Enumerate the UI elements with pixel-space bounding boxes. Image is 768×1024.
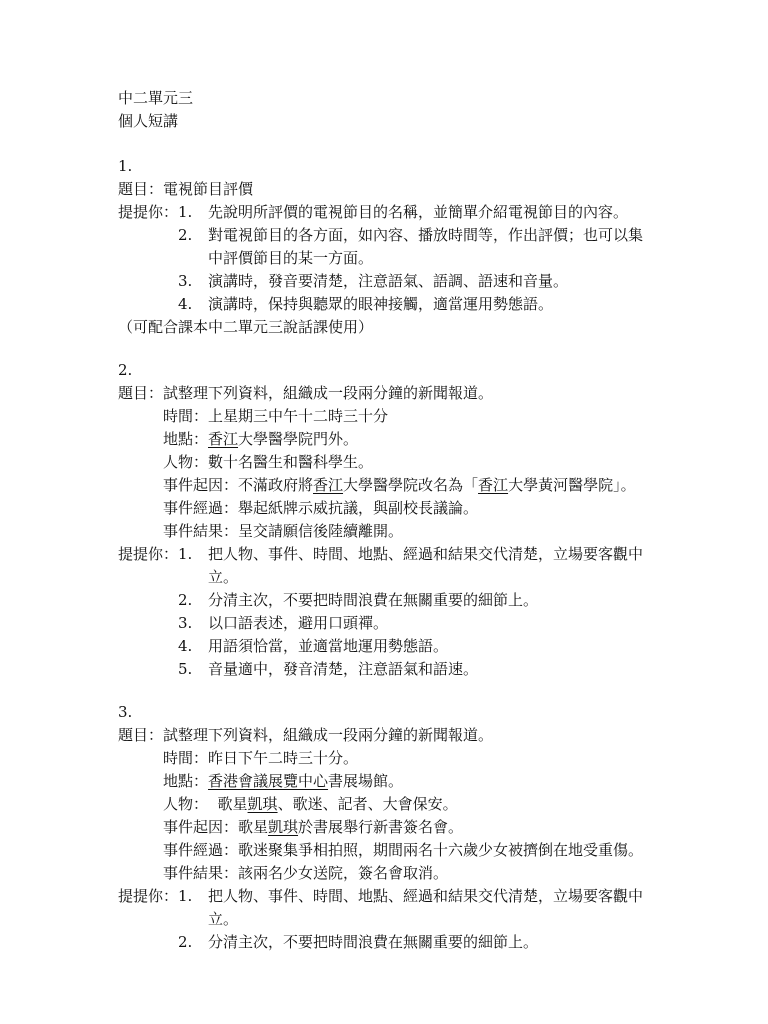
q2-place bbox=[163, 429, 358, 449]
q2-hint-3-number: 3. bbox=[178, 614, 193, 632]
q2-number: 2. bbox=[118, 361, 133, 379]
q2-hint-5-number: 5. bbox=[178, 660, 193, 678]
q3-people-label: 人物： 歌星 bbox=[163, 795, 248, 813]
q3-people-rest: 、歌迷、記者、大會保安。 bbox=[277, 795, 458, 813]
q3-result: 事件結果：該兩名少女送院，簽名會取消。 bbox=[163, 864, 449, 882]
q3-place bbox=[163, 771, 403, 791]
q2-hint-1-text: 把人物、事件、時間、地點、經過和結果交代清楚，立場要客觀中 bbox=[208, 545, 644, 563]
q3-process: 事件經過：歌迷聚集爭相拍照，期間兩名十六歲少女被擠倒在地受重傷。 bbox=[163, 841, 644, 859]
q3-hint-label: 提提你： bbox=[118, 887, 179, 905]
q3-people-proper-noun: 凱琪 bbox=[247, 795, 278, 813]
q3-hint-2-text: 分清主次，不要把時間浪費在無關重要的細節上。 bbox=[208, 933, 539, 951]
q2-hint-1-number: 1. bbox=[178, 545, 193, 563]
q2-hint-4-number: 4. bbox=[178, 637, 193, 655]
q3-cause-proper-noun: 凱琪 bbox=[268, 818, 299, 836]
q3-hint-1-continuation: 立。 bbox=[208, 910, 239, 928]
q2-people: 人物：數十名醫生和醫科學生。 bbox=[163, 453, 374, 471]
q1-hint-2-number: 2. bbox=[178, 226, 193, 244]
q2-hint-2-text: 分清主次，不要把時間浪費在無關重要的細節上。 bbox=[208, 591, 539, 609]
q2-place-proper-noun: 香江 bbox=[208, 430, 239, 448]
q2-cause-middle: 大學醫學院改名為「 bbox=[343, 476, 479, 494]
q1-hint-label: 提提你： bbox=[118, 203, 179, 221]
q2-hint-3-text: 以口語表述，避用口頭禪。 bbox=[208, 614, 389, 632]
q1-hint-4-number: 4. bbox=[178, 295, 193, 313]
q2-cause-proper-noun-2: 香江 bbox=[478, 476, 509, 494]
q3-number: 3. bbox=[118, 703, 133, 721]
q3-cause-label: 事件起因：歌星 bbox=[163, 818, 269, 836]
q1-hint-4-text: 演講時，保持與聽眾的眼神接觸，適當運用勢態語。 bbox=[208, 295, 554, 313]
q1-hint-2-continuation: 中評價節目的某一方面。 bbox=[208, 249, 374, 267]
q3-hint-1-text: 把人物、事件、時間、地點、經過和結果交代清楚，立場要客觀中 bbox=[208, 887, 644, 905]
q2-hint-label: 提提你： bbox=[118, 545, 179, 563]
q1-hint-1-text: 先說明所評價的電視節目的名稱，並簡單介紹電視節目的內容。 bbox=[208, 203, 629, 221]
q2-place-rest: 大學醫學院門外。 bbox=[238, 430, 359, 448]
q3-topic: 題目：試整理下列資料，組織成一段兩分鐘的新聞報道。 bbox=[118, 726, 494, 744]
q1-hint-1-number: 1. bbox=[178, 203, 193, 221]
q3-place-rest: 書展場館。 bbox=[328, 772, 404, 790]
q3-people bbox=[163, 794, 458, 814]
q1-note: （可配合課本中二單元三說話課使用） bbox=[118, 318, 374, 336]
q2-hint-2-number: 2. bbox=[178, 591, 193, 609]
q1-hint-2-text: 對電視節目的各方面，如內容、播放時間等，作出評價；也可以集 bbox=[208, 226, 644, 244]
q1-topic: 題目：電視節目評價 bbox=[118, 180, 254, 198]
q2-cause-rest: 大學黃河醫學院」。 bbox=[508, 476, 636, 494]
q2-hint-4-text: 用語須恰當，並適當地運用勢態語。 bbox=[208, 637, 449, 655]
q3-cause-rest: 於書展舉行新書簽名會。 bbox=[298, 818, 464, 836]
q2-place-label: 地點： bbox=[163, 430, 209, 448]
q1-number: 1. bbox=[118, 157, 133, 175]
q2-topic: 題目：試整理下列資料，組織成一段兩分鐘的新聞報道。 bbox=[118, 384, 494, 402]
q2-hint-1-continuation: 立。 bbox=[208, 568, 239, 586]
q2-cause-proper-noun-1: 香江 bbox=[313, 476, 344, 494]
q3-hint-2-number: 2. bbox=[178, 933, 193, 951]
q3-cause bbox=[163, 817, 463, 837]
q3-place-label: 地點： bbox=[163, 772, 209, 790]
q1-hint-3-text: 演講時，發音要清楚，注意語氣、語調、語速和音量。 bbox=[208, 272, 569, 290]
q3-time: 時間：昨日下午二時三十分。 bbox=[163, 749, 359, 767]
q2-cause-label: 事件起因：不滿政府將 bbox=[163, 476, 314, 494]
q2-process: 事件經過：舉起紙牌示威抗議，與副校長議論。 bbox=[163, 499, 479, 517]
document-subtitle: 個人短講 bbox=[118, 112, 179, 130]
q2-cause bbox=[163, 475, 636, 495]
q2-hint-5-text: 音量適中，發音清楚，注意語氣和語速。 bbox=[208, 660, 479, 678]
q2-time: 時間：上星期三中午十二時三十分 bbox=[163, 407, 389, 425]
q3-hint-1-number: 1. bbox=[178, 887, 193, 905]
q1-hint-3-number: 3. bbox=[178, 272, 193, 290]
q3-place-proper-noun: 香港會議展覽中心 bbox=[208, 772, 329, 790]
document-title: 中二單元三 bbox=[118, 89, 194, 107]
q2-result: 事件結果：呈交請願信後陸續離開。 bbox=[163, 522, 404, 540]
